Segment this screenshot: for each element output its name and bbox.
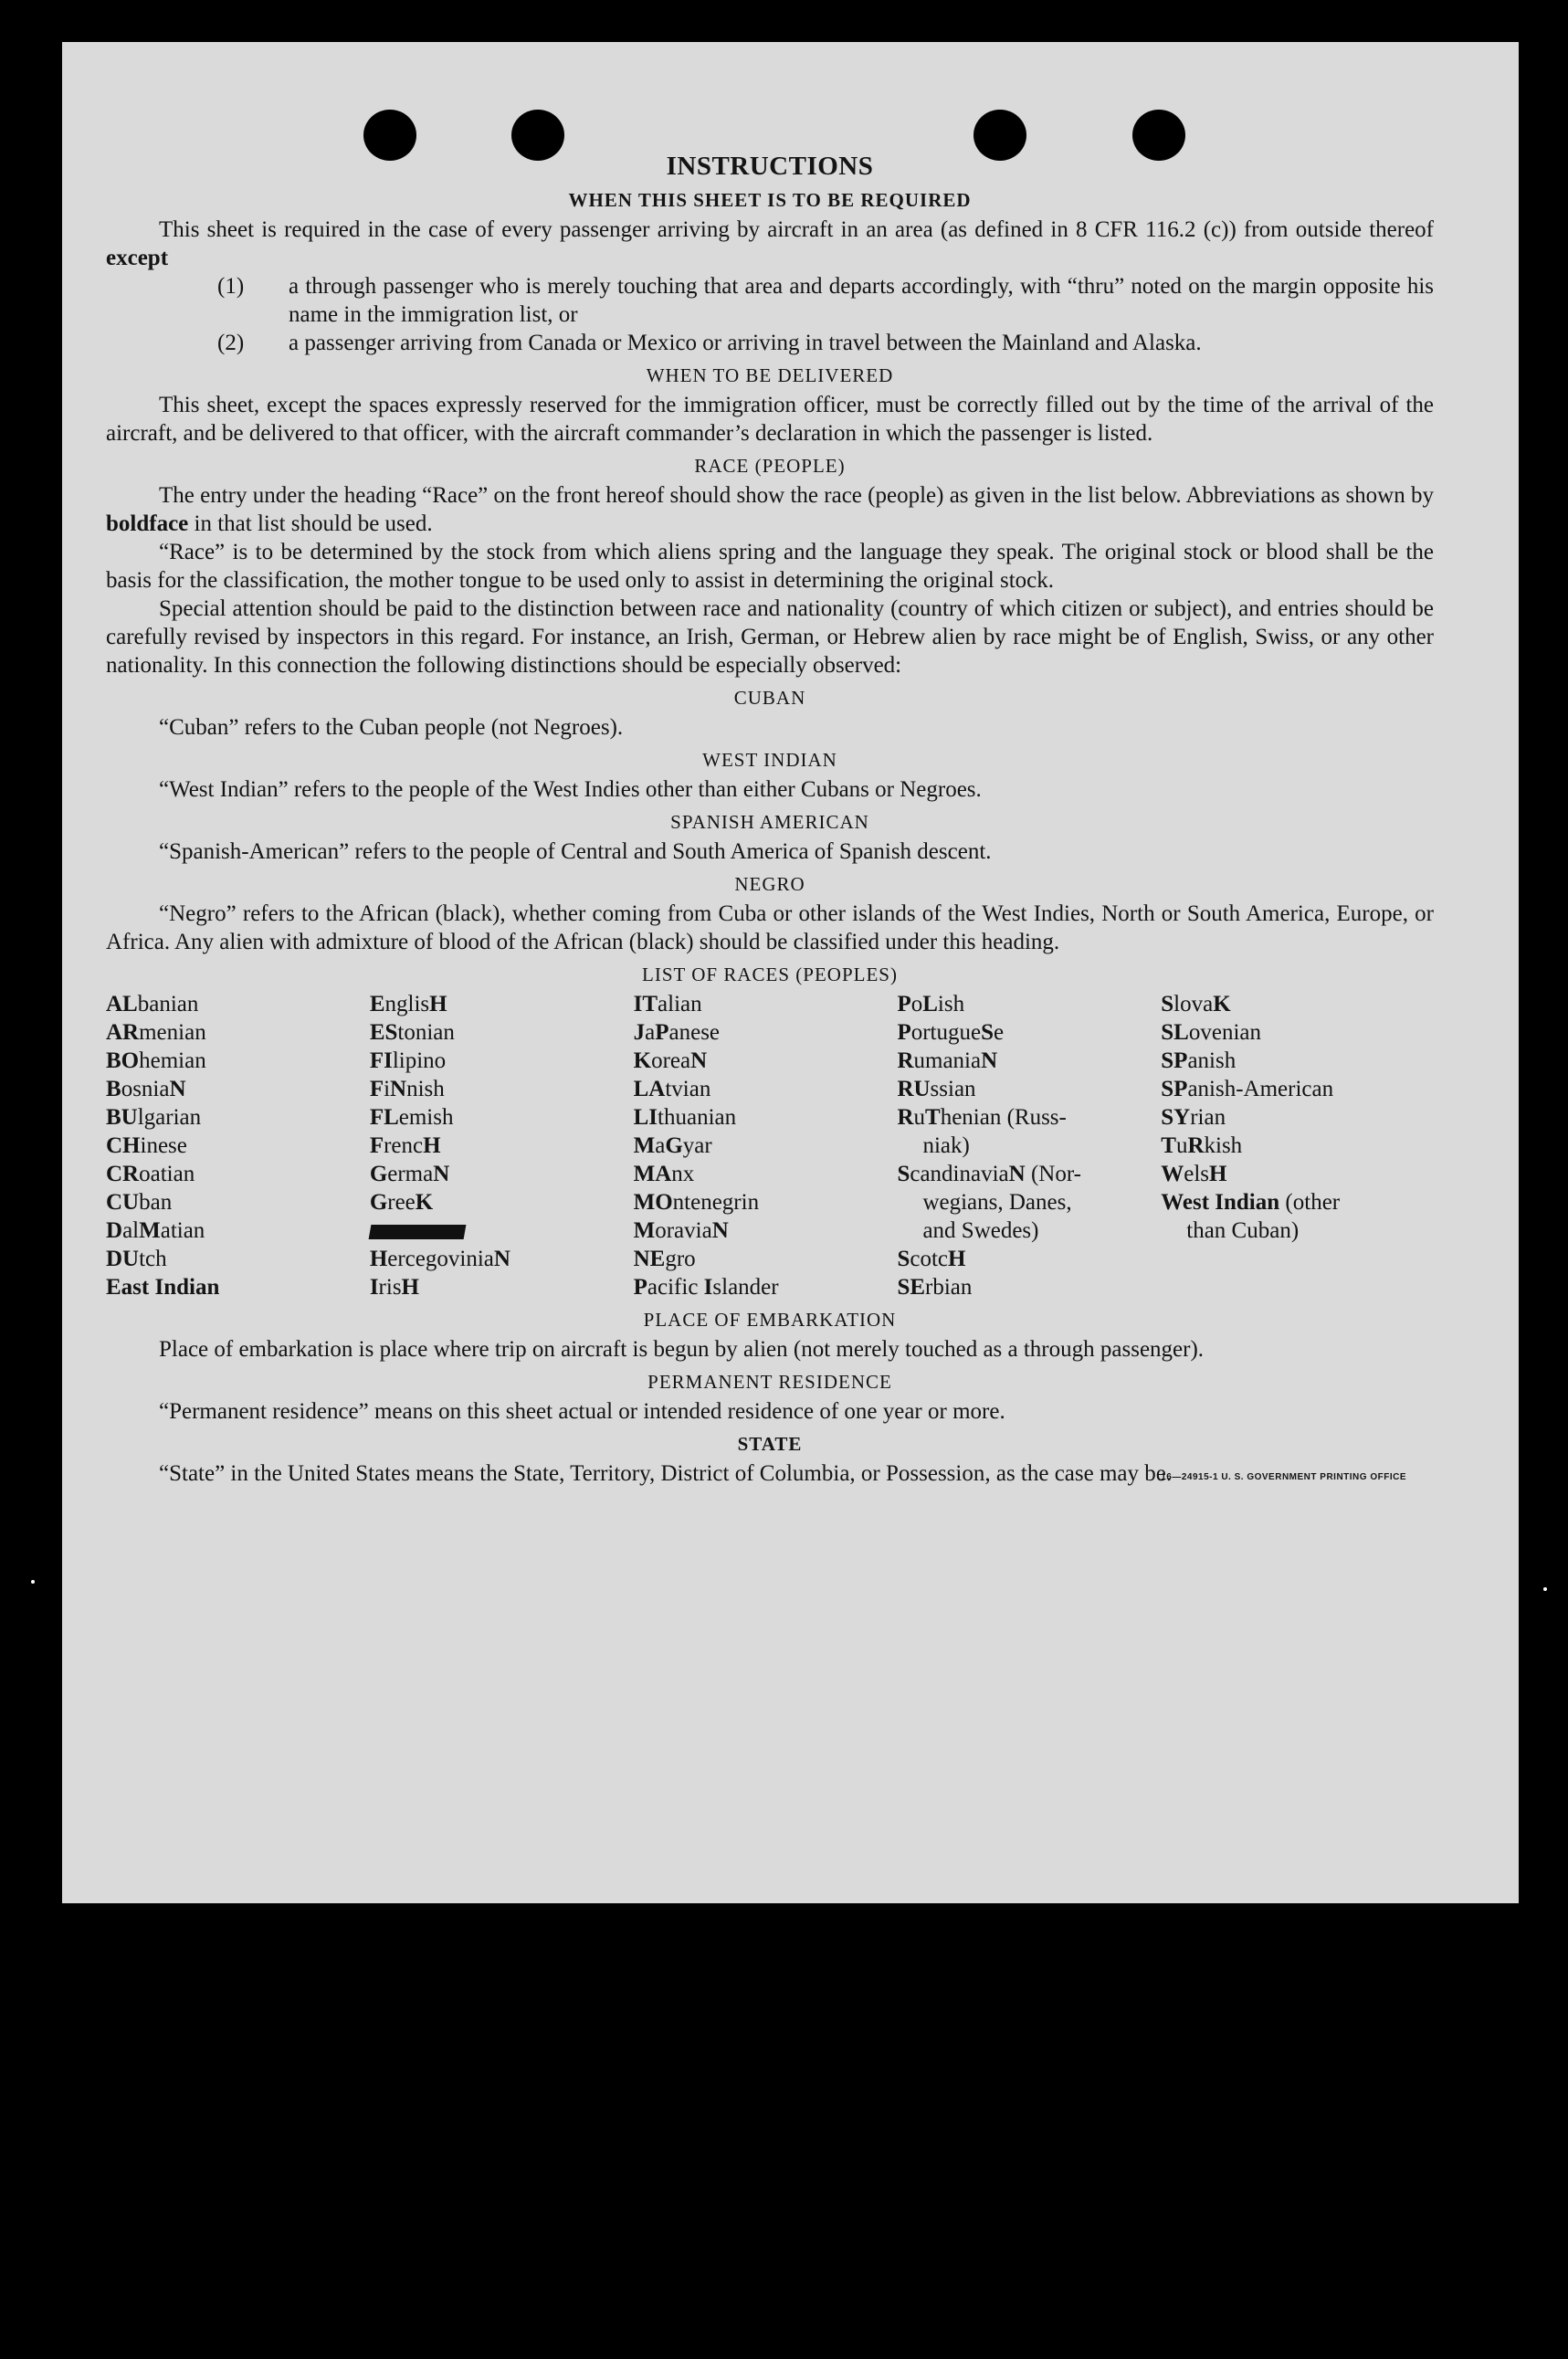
race-entry <box>106 1018 370 1047</box>
race-abbreviation: BO <box>106 1048 140 1073</box>
race-entry <box>370 1160 634 1188</box>
section-heading-cuban: CUBAN <box>733 687 806 709</box>
state-row <box>106 1459 1434 1488</box>
race-abbreviation: West Indian <box>1161 1190 1280 1215</box>
race-abbreviation: NE <box>633 1247 666 1271</box>
race-entry <box>1161 1075 1434 1103</box>
race-abbreviation: AR <box>106 1020 140 1045</box>
races-column <box>1161 990 1434 1301</box>
race-name-part: ercegovinia <box>387 1247 494 1271</box>
race-entry <box>106 1245 370 1273</box>
race-entry <box>106 990 370 1018</box>
race-abbreviation: G <box>665 1133 683 1158</box>
section-heading-races-list: LIST OF RACES (PEOPLES) <box>642 964 898 985</box>
race-entry <box>634 1188 898 1216</box>
race-p1-lead: The entry under the heading “Race” on the front hereof should show the race (people) as given in the list below. Abbreviations as shown by <box>159 483 1434 508</box>
race-abbreviation: G <box>369 1190 388 1215</box>
race-name-part: i <box>384 1077 391 1101</box>
race-abbreviation: D <box>106 1218 123 1243</box>
race-entry <box>634 1132 898 1160</box>
section-heading-negro: NEGRO <box>734 873 805 895</box>
race-abbreviation: I <box>369 1275 379 1300</box>
race-entry <box>370 1132 634 1160</box>
race-name-part: u <box>1175 1133 1188 1158</box>
printing-office-imprint: 16—24915-1 U. S. GOVERNMENT PRINTING OFFICE <box>1161 1472 1406 1482</box>
race-name-part: ish <box>937 992 965 1016</box>
race-entry <box>106 1132 370 1160</box>
race-name-part: tonian <box>397 1020 455 1045</box>
race-entry <box>370 1188 634 1216</box>
when-delivered-text: This sheet, except the spaces expressly reserved for the immigration officer, must be correctly filled out by the time of the arrival of the aircraft, and be delivered to that officer, with the aircraft commander’s declaration in which the passenger is listed. <box>106 393 1434 446</box>
race-entry <box>897 1160 1161 1188</box>
race-abbreviation: W <box>1161 1162 1184 1186</box>
race-entry <box>634 1103 898 1132</box>
race-abbreviation: SL <box>1161 1020 1189 1045</box>
race-name-part: anese <box>668 1020 721 1045</box>
exception-text: a through passenger who is merely touching that area and departs accordingly, with “thru” noted on the margin opposite his name in the immigration list, or <box>289 274 1434 327</box>
race-name-part: osnia <box>121 1077 170 1101</box>
race-abbreviation: N <box>433 1162 450 1186</box>
race-abbreviation: SY <box>1161 1105 1191 1130</box>
race-entry <box>106 1216 370 1245</box>
race-abbreviation: DU <box>106 1247 140 1271</box>
race-abbreviation: S <box>981 1020 994 1045</box>
race-entry <box>897 1103 1161 1132</box>
race-abbreviation: FL <box>369 1105 399 1130</box>
race-abbreviation: N <box>981 1048 998 1073</box>
race-abbreviation: R <box>897 1105 914 1130</box>
race-entry <box>370 1018 634 1047</box>
race-abbreviation: P <box>655 1020 669 1045</box>
race-entry <box>370 1075 634 1103</box>
residence-text: “Permanent residence” means on this sheet actual or intended residence of one year or more. <box>159 1399 1005 1424</box>
race-abbreviation: P <box>633 1275 647 1300</box>
section-heading-west-indian: WEST INDIAN <box>702 749 837 771</box>
race-name-part: cotc <box>910 1247 948 1271</box>
exception-item <box>106 329 1434 357</box>
race-name-part: yar <box>682 1133 712 1158</box>
race-name-part: oravia <box>655 1218 712 1243</box>
races-list <box>106 990 1434 1301</box>
race-abbreviation: L <box>922 992 938 1016</box>
race-entry <box>634 990 898 1018</box>
race-name-part: lgarian <box>137 1105 202 1130</box>
race-name-part: alian <box>658 992 702 1016</box>
section-heading-embarkation: PLACE OF EMBARKATION <box>643 1309 897 1331</box>
race-abbreviation: H <box>429 992 447 1016</box>
race-name-part: (other <box>1279 1190 1341 1215</box>
race-abbreviation: K <box>1213 992 1231 1016</box>
race-abbreviation: RU <box>897 1077 931 1101</box>
race-entry <box>634 1075 898 1103</box>
race-abbreviation: F <box>369 1077 384 1101</box>
races-column <box>897 990 1161 1301</box>
race-abbreviation: FI <box>369 1048 393 1073</box>
race-abbreviation: N <box>390 1077 407 1101</box>
race-abbreviation: H <box>369 1247 388 1271</box>
race-entry <box>634 1047 898 1075</box>
state-text: “State” in the United States means the State, Territory, District of Columbia, or Possession, as the case may be. <box>159 1461 1173 1486</box>
race-entry <box>370 990 634 1018</box>
race-entry <box>370 1273 634 1301</box>
race-entry <box>1161 1132 1434 1160</box>
instructions-body <box>106 152 1434 1488</box>
race-entry <box>897 1216 1161 1245</box>
race-abbreviation: M <box>139 1218 161 1243</box>
race-abbreviation: P <box>897 992 911 1016</box>
race-entry <box>370 1047 634 1075</box>
race-abbreviation: CR <box>106 1162 140 1186</box>
race-abbreviation: R <box>897 1048 914 1073</box>
race-name-part: al <box>122 1218 140 1243</box>
race-name-part: than Cuban) <box>1186 1218 1300 1243</box>
race-name-part: tvian <box>665 1077 711 1101</box>
page-title: INSTRUCTIONS <box>666 152 874 181</box>
race-name-part: (Nor- <box>1025 1162 1081 1186</box>
race-entry <box>370 1103 634 1132</box>
race-abbreviation: T <box>925 1105 941 1130</box>
race-abbreviation: SP <box>1161 1048 1188 1073</box>
exception-text: a passenger arriving from Canada or Mexico or arriving in travel between the Mainland and Alaska. <box>289 331 1202 355</box>
race-entry <box>106 1047 370 1075</box>
exception-number: (1) <box>217 274 245 299</box>
race-name-part: kish <box>1204 1133 1243 1158</box>
race-name-part: rbian <box>925 1275 973 1300</box>
race-entry <box>897 1132 1161 1160</box>
race-abbreviation: N <box>493 1247 510 1271</box>
scan-speck <box>1543 1587 1547 1591</box>
race-name-part: ortugue <box>910 1020 982 1045</box>
race-abbreviation: LI <box>633 1105 658 1130</box>
race-abbreviation: MA <box>633 1162 672 1186</box>
race-abbreviation: P <box>897 1020 911 1045</box>
race-name-part: e <box>994 1020 1005 1045</box>
race-name-part: slander <box>712 1275 779 1300</box>
race-entry <box>897 1075 1161 1103</box>
race-name-part: henian (Russ- <box>940 1105 1067 1130</box>
race-abbreviation: M <box>633 1133 656 1158</box>
race-name-part: erma <box>387 1162 434 1186</box>
race-name-part: ntenegrin <box>672 1190 760 1215</box>
race-entry <box>1161 1018 1434 1047</box>
race-entry <box>1161 1160 1434 1188</box>
race-name-part: gro <box>665 1247 696 1271</box>
race-abbreviation: S <box>897 1162 910 1186</box>
race-abbreviation: LA <box>633 1077 666 1101</box>
race-abbreviation: N <box>690 1048 708 1073</box>
race-name-part: ree <box>387 1190 416 1215</box>
redacted-entry <box>368 1225 466 1239</box>
race-entry <box>897 990 1161 1018</box>
race-name-part: lova <box>1173 992 1214 1016</box>
race-abbreviation: K <box>633 1048 652 1073</box>
race-abbreviation: F <box>369 1133 384 1158</box>
races-column <box>634 990 898 1301</box>
race-abbreviation: ES <box>369 1020 398 1045</box>
section-heading-spanish-american: SPANISH AMERICAN <box>670 811 869 833</box>
races-column <box>106 990 370 1301</box>
race-entry <box>634 1160 898 1188</box>
race-name-part: emish <box>398 1105 454 1130</box>
exception-number: (2) <box>217 331 245 355</box>
race-name-part: o <box>910 992 923 1016</box>
race-name-part: umania <box>913 1048 982 1073</box>
race-name-part: ban <box>139 1190 173 1215</box>
section-heading-when-delivered: WHEN TO BE DELIVERED <box>646 364 894 386</box>
race-abbreviation: S <box>1161 992 1174 1016</box>
section-heading-residence: PERMANENT RESIDENCE <box>647 1371 892 1393</box>
race-entry <box>897 1188 1161 1216</box>
race-abbreviation: N <box>711 1218 729 1243</box>
race-entry <box>106 1075 370 1103</box>
race-abbreviation: CU <box>106 1190 140 1215</box>
race-entry <box>897 1245 1161 1273</box>
race-name-part: acific <box>647 1275 704 1300</box>
race-name-part: and Swedes) <box>922 1218 1039 1243</box>
race-entry <box>106 1273 370 1301</box>
race-name-part: atian <box>160 1218 205 1243</box>
race-name-part: wegians, Danes, <box>922 1190 1072 1215</box>
race-name-part: ris <box>378 1275 402 1300</box>
race-name-part: tch <box>139 1247 167 1271</box>
race-entry <box>634 1245 898 1273</box>
document-sheet <box>62 42 1519 1903</box>
races-column <box>370 990 634 1301</box>
race-entry <box>634 1216 898 1245</box>
race-name-part: banian <box>137 992 199 1016</box>
race-abbreviation: R <box>1187 1133 1205 1158</box>
race-abbreviation: S <box>897 1247 910 1271</box>
race-abbreviation: M <box>633 1218 656 1243</box>
race-abbreviation: E <box>369 992 385 1016</box>
section-heading-state: STATE <box>737 1433 803 1455</box>
race-abbreviation: H <box>947 1247 966 1271</box>
race-abbreviation: East Indian <box>106 1275 220 1300</box>
race-entry <box>634 1273 898 1301</box>
race-name-part: menian <box>139 1020 206 1045</box>
race-abbreviation: H <box>423 1133 441 1158</box>
race-name-part: ssian <box>930 1077 976 1101</box>
race-entry <box>897 1047 1161 1075</box>
race-name-part: nish <box>406 1077 445 1101</box>
race-abbreviation: SP <box>1161 1077 1188 1101</box>
race-name-part: ovenian <box>1188 1020 1261 1045</box>
race-abbreviation: AL <box>106 992 138 1016</box>
race-paragraph-3: Special attention should be paid to the distinction between race and nationality (country of which citizen or subject), and entries should be carefully revised by inspectors in this regard. For instance, an Irish, German, or Hebrew alien by race might be of English, Swiss, or any other nationality. In this connection the following distinctions should be especially observed: <box>106 596 1434 678</box>
negro-text: “Negro” refers to the African (black), whether coming from Cuba or other islands of the West Indies, North or South America, Europe, or Africa. Any alien with admixture of blood of the African (black) should be classified under this heading. <box>106 901 1434 954</box>
race-name-part: anish <box>1187 1048 1237 1073</box>
race-entry <box>1161 1216 1434 1245</box>
race-abbreviation: J <box>633 1020 646 1045</box>
race-p1-tail: in that list should be used. <box>188 511 433 536</box>
race-name-part: inese <box>140 1133 187 1158</box>
when-required-except: except <box>106 246 169 270</box>
race-name-part: thuanian <box>658 1105 737 1130</box>
race-abbreviation: N <box>1008 1162 1026 1186</box>
section-heading-race: RACE (PEOPLE) <box>694 455 846 477</box>
race-abbreviation: BU <box>106 1105 138 1130</box>
race-abbreviation: H <box>401 1275 419 1300</box>
when-required-text <box>106 216 1434 272</box>
race-abbreviation: B <box>106 1077 121 1101</box>
race-abbreviation: N <box>169 1077 186 1101</box>
exception-item <box>106 272 1434 329</box>
scan-speck <box>31 1580 35 1584</box>
race-abbreviation: CH <box>106 1133 141 1158</box>
race-name-part: lipino <box>392 1048 447 1073</box>
race-entry <box>1161 990 1434 1018</box>
race-abbreviation: I <box>703 1275 713 1300</box>
race-paragraph-1 <box>106 481 1434 538</box>
race-entry <box>897 1273 1161 1301</box>
race-name-part: nx <box>671 1162 695 1186</box>
race-entry <box>897 1018 1161 1047</box>
race-entry <box>106 1103 370 1132</box>
race-abbreviation: IT <box>633 992 658 1016</box>
race-name-part: els <box>1184 1162 1210 1186</box>
race-entry <box>1161 1188 1434 1216</box>
race-name-part: nglis <box>384 992 430 1016</box>
race-abbreviation: K <box>415 1190 434 1215</box>
race-entry <box>1161 1047 1434 1075</box>
race-abbreviation: T <box>1161 1133 1176 1158</box>
race-abbreviation: MO <box>633 1190 673 1215</box>
race-name-part: oatian <box>139 1162 195 1186</box>
race-paragraph-2: “Race” is to be determined by the stock from which aliens spring and the language they speak. The original stock or blood shall be the basis for the classification, the mother tongue to be used only to assist in determining the original stock. <box>106 540 1434 593</box>
cuban-text: “Cuban” refers to the Cuban people (not Negroes). <box>159 715 624 740</box>
race-entry <box>1161 1103 1434 1132</box>
race-name-part: a <box>645 1020 656 1045</box>
race-name-part: a <box>655 1133 666 1158</box>
race-p1-boldface: boldface <box>106 511 189 536</box>
race-abbreviation: SE <box>897 1275 926 1300</box>
race-entry <box>370 1216 634 1245</box>
embarkation-text: Place of embarkation is place where trip on aircraft is begun by alien (not merely touched as a through passenger). <box>159 1337 1205 1362</box>
race-entry <box>106 1160 370 1188</box>
section-heading-when-required: WHEN THIS SHEET IS TO BE REQUIRED <box>568 189 972 211</box>
race-name-part: rian <box>1190 1105 1226 1130</box>
spanish-american-text: “Spanish-American” refers to the people of Central and South America of Spanish descent. <box>159 839 992 864</box>
race-entry <box>634 1018 898 1047</box>
race-name-part: anish-American <box>1187 1077 1334 1101</box>
race-abbreviation: H <box>1209 1162 1227 1186</box>
west-indian-text: “West Indian” refers to the people of the West Indies other than either Cubans or Negroes. <box>159 777 982 802</box>
when-required-lead: This sheet is required in the case of every passenger arriving by aircraft in an area (as defined in 8 CFR 116.2 (c)) from outside thereof <box>159 217 1434 242</box>
race-name-part: candinavia <box>910 1162 1009 1186</box>
race-abbreviation: G <box>369 1162 388 1186</box>
race-entry <box>370 1245 634 1273</box>
race-name-part: renc <box>384 1133 424 1158</box>
race-name-part: u <box>913 1105 925 1130</box>
race-name-part: niak) <box>922 1133 970 1158</box>
race-name-part: hemian <box>139 1048 206 1073</box>
race-entry <box>106 1188 370 1216</box>
race-name-part: orea <box>651 1048 691 1073</box>
